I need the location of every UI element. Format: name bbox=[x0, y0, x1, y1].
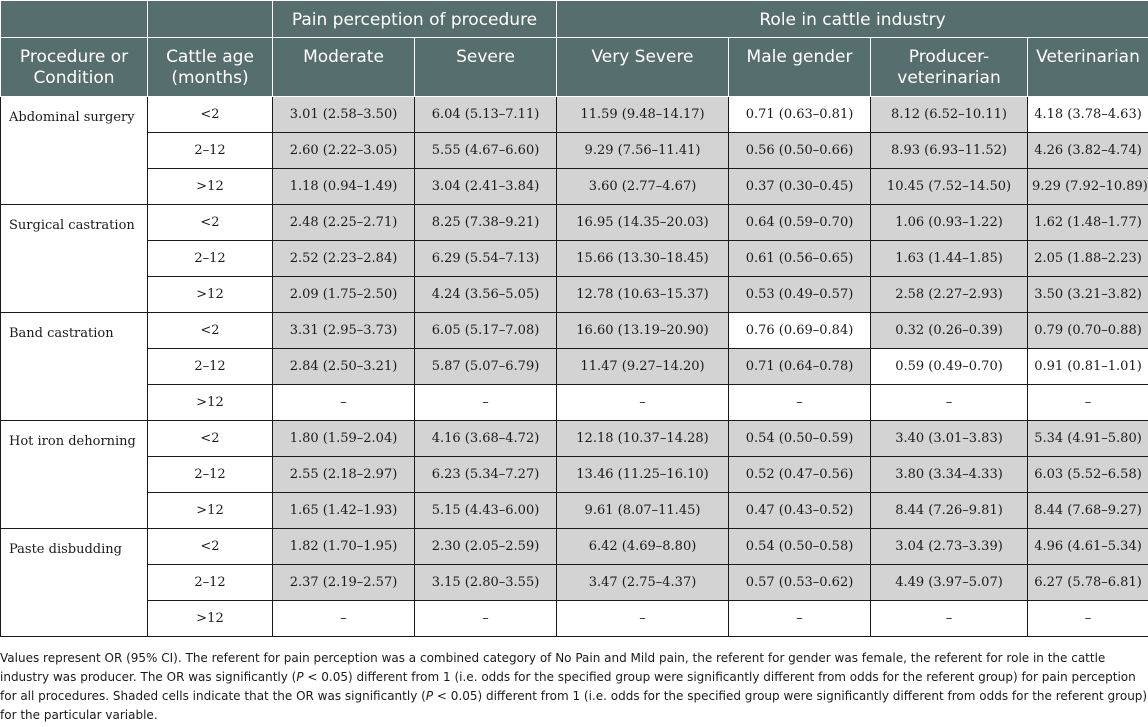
severe-value-cell: 4.16 (3.68–4.72) bbox=[415, 421, 557, 457]
moderate-value-cell: 2.55 (2.18–2.97) bbox=[273, 457, 415, 493]
table-footnote bbox=[0, 649, 1148, 725]
severe-value-cell: – bbox=[415, 385, 557, 421]
cattle-age-cell: 2–12 bbox=[148, 457, 273, 493]
table-row bbox=[1, 493, 1148, 529]
producer-veterinarian-value-cell: 3.80 (3.34–4.33) bbox=[871, 457, 1028, 493]
table-row bbox=[1, 241, 1148, 277]
header-column-row bbox=[1, 38, 1148, 97]
male-gender-value-cell: 0.76 (0.69–0.84) bbox=[729, 313, 871, 349]
header-group-row bbox=[1, 1, 1148, 38]
male-gender-value-cell: 0.54 (0.50–0.58) bbox=[729, 529, 871, 565]
veterinarian-value-cell: 6.03 (5.52–6.58) bbox=[1028, 457, 1148, 493]
very-severe-value-cell: 15.66 (13.30–18.45) bbox=[557, 241, 729, 277]
male-gender-value-cell: – bbox=[729, 601, 871, 637]
producer-veterinarian-value-cell: 1.63 (1.44–1.85) bbox=[871, 241, 1028, 277]
veterinarian-value-cell: 6.27 (5.78–6.81) bbox=[1028, 565, 1148, 601]
severe-value-cell: 6.29 (5.54–7.13) bbox=[415, 241, 557, 277]
header-blank-2 bbox=[148, 1, 273, 38]
severe-value-cell: 5.55 (4.67–6.60) bbox=[415, 133, 557, 169]
very-severe-value-cell: 12.18 (10.37–14.28) bbox=[557, 421, 729, 457]
table-row bbox=[1, 565, 1148, 601]
table-row bbox=[1, 313, 1148, 349]
table-row bbox=[1, 349, 1148, 385]
moderate-value-cell: 1.65 (1.42–1.93) bbox=[273, 493, 415, 529]
veterinarian-value-cell: 4.26 (3.82–4.74) bbox=[1028, 133, 1148, 169]
moderate-value-cell: 1.80 (1.59–2.04) bbox=[273, 421, 415, 457]
producer-veterinarian-value-cell: 4.49 (3.97–5.07) bbox=[871, 565, 1028, 601]
table-row bbox=[1, 421, 1148, 457]
producer-veterinarian-value-cell: 2.58 (2.27–2.93) bbox=[871, 277, 1028, 313]
header-pain-perception: Pain perception of procedure bbox=[273, 1, 557, 38]
producer-veterinarian-value-cell: 3.04 (2.73–3.39) bbox=[871, 529, 1028, 565]
veterinarian-value-cell: 5.34 (4.91–5.80) bbox=[1028, 421, 1148, 457]
moderate-value-cell: 2.09 (1.75–2.50) bbox=[273, 277, 415, 313]
producer-veterinarian-value-cell: 0.32 (0.26–0.39) bbox=[871, 313, 1028, 349]
very-severe-value-cell: 9.29 (7.56–11.41) bbox=[557, 133, 729, 169]
male-gender-value-cell: 0.52 (0.47–0.56) bbox=[729, 457, 871, 493]
cattle-age-cell: <2 bbox=[148, 205, 273, 241]
severe-value-cell: 4.24 (3.56–5.05) bbox=[415, 277, 557, 313]
producer-veterinarian-value-cell: – bbox=[871, 385, 1028, 421]
very-severe-value-cell: 3.47 (2.75–4.37) bbox=[557, 565, 729, 601]
producer-veterinarian-value-cell: 8.12 (6.52–10.11) bbox=[871, 97, 1028, 133]
header-very-severe: Very Severe bbox=[557, 38, 729, 97]
veterinarian-value-cell: 8.44 (7.68–9.27) bbox=[1028, 493, 1148, 529]
cattle-age-cell: <2 bbox=[148, 313, 273, 349]
veterinarian-value-cell: 4.18 (3.78–4.63) bbox=[1028, 97, 1148, 133]
very-severe-value-cell: 11.47 (9.27–14.20) bbox=[557, 349, 729, 385]
procedure-cell: Surgical castration bbox=[1, 205, 148, 313]
procedure-cell: Hot iron dehorning bbox=[1, 421, 148, 529]
cattle-age-cell: >12 bbox=[148, 385, 273, 421]
table-row bbox=[1, 457, 1148, 493]
cattle-age-cell: >12 bbox=[148, 169, 273, 205]
moderate-value-cell: 3.01 (2.58–3.50) bbox=[273, 97, 415, 133]
moderate-value-cell: 2.48 (2.25–2.71) bbox=[273, 205, 415, 241]
header-severe: Severe bbox=[415, 38, 557, 97]
moderate-value-cell: 1.82 (1.70–1.95) bbox=[273, 529, 415, 565]
cattle-age-cell: 2–12 bbox=[148, 565, 273, 601]
severe-value-cell: 2.30 (2.05–2.59) bbox=[415, 529, 557, 565]
header-veterinarian: Veterinarian bbox=[1028, 38, 1148, 97]
footnote-text-1: Values represent OR (95% CI). The referent for pain perception was a combined category of No Pain and Mild pain, the referent for gender was female, the referent for role in the cattle industry was producer. The OR was significantly ( bbox=[0, 651, 1106, 684]
male-gender-value-cell: 0.37 (0.30–0.45) bbox=[729, 169, 871, 205]
header-moderate: Moderate bbox=[273, 38, 415, 97]
producer-veterinarian-value-cell: 8.44 (7.26–9.81) bbox=[871, 493, 1028, 529]
veterinarian-value-cell: – bbox=[1028, 601, 1148, 637]
header-male-gender: Male gender bbox=[729, 38, 871, 97]
very-severe-value-cell: 6.42 (4.69–8.80) bbox=[557, 529, 729, 565]
moderate-value-cell: 3.31 (2.95–3.73) bbox=[273, 313, 415, 349]
cattle-age-cell: >12 bbox=[148, 277, 273, 313]
veterinarian-value-cell: 0.91 (0.81–1.01) bbox=[1028, 349, 1148, 385]
severe-value-cell: 5.15 (4.43–6.00) bbox=[415, 493, 557, 529]
male-gender-value-cell: 0.71 (0.63–0.81) bbox=[729, 97, 871, 133]
male-gender-value-cell: 0.64 (0.59–0.70) bbox=[729, 205, 871, 241]
table-row bbox=[1, 205, 1148, 241]
very-severe-value-cell: – bbox=[557, 385, 729, 421]
producer-veterinarian-value-cell: 10.45 (7.52–14.50) bbox=[871, 169, 1028, 205]
moderate-value-cell: – bbox=[273, 601, 415, 637]
table-row bbox=[1, 601, 1148, 637]
severe-value-cell: 6.04 (5.13–7.11) bbox=[415, 97, 557, 133]
male-gender-value-cell: 0.53 (0.49–0.57) bbox=[729, 277, 871, 313]
veterinarian-value-cell: 9.29 (7.92–10.89) bbox=[1028, 169, 1148, 205]
producer-veterinarian-value-cell: 3.40 (3.01–3.83) bbox=[871, 421, 1028, 457]
procedure-cell: Paste disbudding bbox=[1, 529, 148, 637]
header-role-cattle-industry: Role in cattle industry bbox=[557, 1, 1148, 38]
table-row bbox=[1, 133, 1148, 169]
moderate-value-cell: 2.52 (2.23–2.84) bbox=[273, 241, 415, 277]
table-row bbox=[1, 529, 1148, 565]
male-gender-value-cell: 0.57 (0.53–0.62) bbox=[729, 565, 871, 601]
cattle-age-cell: <2 bbox=[148, 421, 273, 457]
male-gender-value-cell: 0.71 (0.64–0.78) bbox=[729, 349, 871, 385]
cattle-age-cell: >12 bbox=[148, 601, 273, 637]
footnote-p-symbol-2: P bbox=[425, 689, 434, 703]
footnote-text-3: < 0.05) different from 1 (i.e. odds for the specified group were significantly different from odds for the referent group) for the particular variable. bbox=[0, 689, 1148, 722]
producer-veterinarian-value-cell: 0.59 (0.49–0.70) bbox=[871, 349, 1028, 385]
veterinarian-value-cell: 3.50 (3.21–3.82) bbox=[1028, 277, 1148, 313]
producer-veterinarian-value-cell: – bbox=[871, 601, 1028, 637]
very-severe-value-cell: 16.95 (14.35–20.03) bbox=[557, 205, 729, 241]
procedure-cell: Abdominal surgery bbox=[1, 97, 148, 205]
producer-veterinarian-value-cell: 8.93 (6.93–11.52) bbox=[871, 133, 1028, 169]
cattle-age-cell: <2 bbox=[148, 529, 273, 565]
header-blank-1 bbox=[1, 1, 148, 38]
table-row bbox=[1, 97, 1148, 133]
producer-veterinarian-value-cell: 1.06 (0.93–1.22) bbox=[871, 205, 1028, 241]
veterinarian-value-cell: 0.79 (0.70–0.88) bbox=[1028, 313, 1148, 349]
header-producer-veterinarian: Producer-veterinarian bbox=[871, 38, 1028, 97]
veterinarian-value-cell: – bbox=[1028, 385, 1148, 421]
header-cattle-age: Cattle age (months) bbox=[148, 38, 273, 97]
severe-value-cell: 6.23 (5.34–7.27) bbox=[415, 457, 557, 493]
very-severe-value-cell: – bbox=[557, 601, 729, 637]
table-row bbox=[1, 385, 1148, 421]
very-severe-value-cell: 9.61 (8.07–11.45) bbox=[557, 493, 729, 529]
procedure-cell: Band castration bbox=[1, 313, 148, 421]
cattle-age-cell: 2–12 bbox=[148, 241, 273, 277]
footnote-p-symbol-1: P bbox=[296, 670, 304, 684]
very-severe-value-cell: 13.46 (11.25–16.10) bbox=[557, 457, 729, 493]
table-row bbox=[1, 169, 1148, 205]
moderate-value-cell: 2.37 (2.19–2.57) bbox=[273, 565, 415, 601]
moderate-value-cell: – bbox=[273, 385, 415, 421]
male-gender-value-cell: – bbox=[729, 385, 871, 421]
cattle-age-cell: 2–12 bbox=[148, 349, 273, 385]
table-row bbox=[1, 277, 1148, 313]
severe-value-cell: 5.87 (5.07–6.79) bbox=[415, 349, 557, 385]
moderate-value-cell: 2.84 (2.50–3.21) bbox=[273, 349, 415, 385]
severe-value-cell: 3.15 (2.80–3.55) bbox=[415, 565, 557, 601]
veterinarian-value-cell: 1.62 (1.48–1.77) bbox=[1028, 205, 1148, 241]
severe-value-cell: 3.04 (2.41–3.84) bbox=[415, 169, 557, 205]
very-severe-value-cell: 12.78 (10.63–15.37) bbox=[557, 277, 729, 313]
table-body bbox=[1, 97, 1148, 637]
moderate-value-cell: 1.18 (0.94–1.49) bbox=[273, 169, 415, 205]
very-severe-value-cell: 3.60 (2.77–4.67) bbox=[557, 169, 729, 205]
footnote-text-2: < 0.05) different from 1 (i.e. odds for the specified group were significantly different from odds for the referent group) for pain perception for all procedures. Shaded cells indicate that the OR was significantly ( bbox=[0, 670, 1136, 703]
veterinarian-value-cell: 2.05 (1.88–2.23) bbox=[1028, 241, 1148, 277]
cattle-age-cell: <2 bbox=[148, 97, 273, 133]
male-gender-value-cell: 0.56 (0.50–0.66) bbox=[729, 133, 871, 169]
severe-value-cell: – bbox=[415, 601, 557, 637]
very-severe-value-cell: 16.60 (13.19–20.90) bbox=[557, 313, 729, 349]
cattle-age-cell: >12 bbox=[148, 493, 273, 529]
very-severe-value-cell: 11.59 (9.48–14.17) bbox=[557, 97, 729, 133]
header-procedure: Procedure or Condition bbox=[1, 38, 148, 97]
veterinarian-value-cell: 4.96 (4.61–5.34) bbox=[1028, 529, 1148, 565]
severe-value-cell: 6.05 (5.17–7.08) bbox=[415, 313, 557, 349]
male-gender-value-cell: 0.54 (0.50–0.59) bbox=[729, 421, 871, 457]
male-gender-value-cell: 0.61 (0.56–0.65) bbox=[729, 241, 871, 277]
moderate-value-cell: 2.60 (2.22–3.05) bbox=[273, 133, 415, 169]
male-gender-value-cell: 0.47 (0.43–0.52) bbox=[729, 493, 871, 529]
severe-value-cell: 8.25 (7.38–9.21) bbox=[415, 205, 557, 241]
cattle-age-cell: 2–12 bbox=[148, 133, 273, 169]
